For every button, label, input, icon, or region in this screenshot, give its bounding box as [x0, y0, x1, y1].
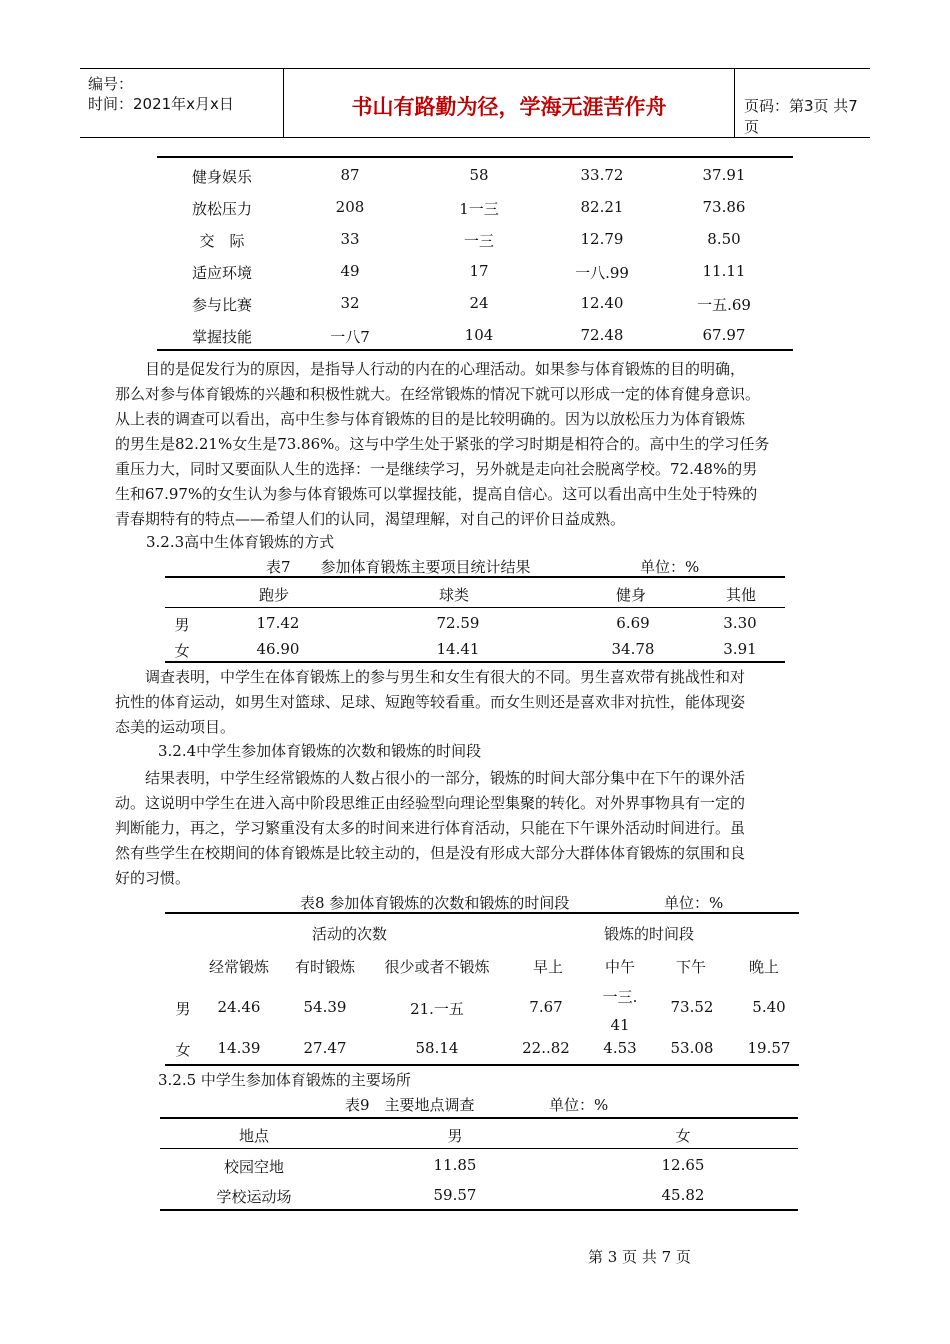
table8-cell: 53.08	[670, 1039, 714, 1057]
table7-header-rule	[165, 607, 785, 608]
section-heading-324: 3.2.4中学生参加体育锻炼的次数和锻炼的时间段	[158, 742, 482, 760]
paragraph-line: 那么对参与体育锻炼的兴趣和积极性就大。在经常锻炼的情况下就可以形成一定的体育健身意识。	[115, 385, 761, 403]
page-footer: 第 3 页 共 7 页	[588, 1248, 691, 1266]
table7-header: 健身	[615, 586, 646, 604]
table8-cell: 73.52	[670, 998, 714, 1016]
paragraph-line: 结果表明，中学生经常锻炼的人数占很小的一部分，锻炼的时间大部分集中在下午的课外活	[115, 769, 746, 787]
table8-header: 晚上	[748, 958, 779, 976]
table9-title: 表9 主要地点调查	[345, 1096, 475, 1114]
table7-row-label: 女	[174, 642, 190, 660]
table6-cell: 一五.69	[697, 296, 751, 314]
table9-top-rule	[160, 1117, 798, 1119]
table6-cell: 87	[340, 166, 360, 184]
table7-cell: 6.69	[616, 614, 650, 632]
table8-unit: 单位：%	[664, 894, 724, 912]
paragraph-methods	[115, 665, 835, 740]
table8-header: 有时锻炼	[294, 958, 355, 976]
paragraph-line: 好的习惯。	[115, 869, 191, 887]
table7-header: 其他	[725, 586, 756, 604]
table6-row-label: 掌握技能	[191, 328, 252, 346]
table8-cell: 27.47	[303, 1039, 347, 1057]
paragraph-line: 动。这说明中学生在进入高中阶段思维正由经验型向理论型集聚的转化。对外界事物具有一定的	[115, 794, 746, 812]
table6-top-rule	[157, 156, 793, 158]
paragraph-line: 调查表明，中学生在体育锻炼上的参与男生和女生有很大的不同。男生喜欢带有挑战性和对	[115, 668, 746, 686]
table6-cell: 一三	[463, 232, 494, 250]
paragraph-line: 从上表的调查可以看出，高中生参与体育锻炼的目的是比较明确的。因为以放松压力为体育锻炼	[115, 410, 746, 428]
table7-cell: 3.30	[723, 614, 757, 632]
table8-group-frequency: 活动的次数	[312, 925, 388, 943]
paragraph-line: 态美的运动项目。	[115, 718, 236, 736]
table6-cell: 一八7	[330, 328, 370, 346]
table8-cell: 22..82	[522, 1039, 570, 1057]
table6-cell: 33	[340, 230, 360, 248]
table8-cell: 14.39	[217, 1039, 261, 1057]
table9-header: 男	[447, 1127, 463, 1145]
table7-cell: 34.78	[611, 640, 655, 658]
table6-cell: 49	[340, 262, 360, 280]
table9-cell: 12.65	[661, 1156, 705, 1174]
table8-header: 中午	[604, 958, 635, 976]
table6-cell: 73.86	[702, 198, 746, 216]
header-motto-cell	[284, 69, 735, 137]
table9-cell: 11.85	[433, 1156, 477, 1174]
doc-date-label: 时间：2021年x月x日	[88, 95, 234, 113]
table9-row-label: 校园空地	[223, 1158, 284, 1176]
paragraph-line: 重压力大，同时又要面队人生的选择：一是继续学习，另外就是走向社会脱离学校。72.48%的男	[115, 460, 758, 478]
table6-row-label: 适应环境	[191, 264, 252, 282]
table8-cell: 24.46	[217, 998, 261, 1016]
table6-cell: 32	[340, 294, 360, 312]
paragraph-line: 生和67.97%的女生认为参与体育锻炼可以掌握技能，提高自信心。这可以看出高中生处于特殊的	[115, 485, 758, 503]
table7-cell: 46.90	[256, 640, 300, 658]
table6-cell: 17	[469, 262, 489, 280]
table9-cell: 45.82	[661, 1186, 705, 1204]
paragraph-line: 青春期特有的特点——希望人们的认同，渴望理解，对自己的评价日益成熟。	[115, 510, 626, 528]
table6-cell: 11.11	[702, 262, 746, 280]
table6-cell: 一八.99	[575, 264, 629, 282]
table8-title: 表8 参加体育锻炼的次数和锻炼的时间段	[300, 894, 570, 912]
table8-bottom-rule	[165, 1064, 799, 1066]
table7-top-rule	[165, 576, 785, 578]
table7-unit: 单位：%	[640, 558, 700, 576]
header-meta	[80, 69, 284, 137]
paragraph-line: 然有些学生在校期间的体育锻炼是比较主动的，但是没有形成大部分大群体体育锻炼的氛围和良	[115, 844, 746, 862]
page-header	[80, 68, 870, 138]
table7-cell: 72.59	[436, 614, 480, 632]
table8-top-rule	[165, 912, 799, 914]
paragraph-line: 的男生是82.21%女生是73.86%。这与中学生处于紧张的学习时期是相符合的。高中生的学习任务	[115, 435, 770, 453]
table6-row-label: 放松压力	[191, 200, 252, 218]
table7-cell: 17.42	[256, 614, 300, 632]
paragraph-purpose	[115, 357, 835, 532]
table6-row-label: 健身娱乐	[191, 168, 252, 186]
table8-cell: 21.一五	[410, 1000, 464, 1018]
table6-row-label: 参与比赛	[191, 296, 252, 314]
table8-cell: 7.67	[529, 998, 563, 1016]
table8-cell: 一三.41	[602, 988, 638, 1034]
table9-unit: 单位：%	[549, 1096, 609, 1114]
table8-cell: 58.14	[415, 1039, 459, 1057]
table8-group-timeslot: 锻炼的时间段	[604, 925, 695, 943]
table6-bottom-rule	[157, 349, 793, 351]
table6-cell: 24	[469, 294, 489, 312]
header-motto: 书山有路勤为径，学海无涯苦作舟	[351, 95, 667, 119]
paragraph-frequency	[115, 766, 835, 891]
table6-cell: 58	[469, 166, 489, 184]
table9-header: 地点	[238, 1127, 269, 1145]
table7-cell: 14.41	[436, 640, 480, 658]
section-heading-325: 3.2.5 中学生参加体育锻炼的主要场所	[158, 1071, 411, 1089]
table9-bottom-rule	[160, 1209, 798, 1211]
table8-header: 下午	[675, 958, 706, 976]
table9-row-label: 学校运动场	[216, 1188, 292, 1206]
table6-cell: 104	[464, 326, 494, 344]
doc-number-label: 编号：	[88, 75, 134, 93]
table8-header: 早上	[532, 958, 563, 976]
table8-cell: 5.40	[752, 998, 786, 1016]
table6-cell: 8.50	[707, 230, 741, 248]
paragraph-line: 目的是促发行为的原因，是指导人行动的内在的心理活动。如果参与体育锻炼的目的明确，	[115, 360, 746, 378]
header-page-label: 页码：第3页 共7页	[744, 97, 858, 136]
table7-header: 跑步	[258, 586, 289, 604]
table8-cell: 4.53	[603, 1039, 637, 1057]
table6-cell: 37.91	[702, 166, 746, 184]
paragraph-line: 判断能力，再之，学习繁重没有太多的时间来进行体育活动，只能在下午课外活动时间进行。虽	[115, 819, 746, 837]
section-heading-323: 3.2.3高中生体育锻炼的方式	[146, 533, 335, 551]
table7-title: 表7 参加体育锻炼主要项目统计结果	[266, 558, 531, 576]
table9-cell: 59.57	[433, 1186, 477, 1204]
table8-cell: 54.39	[303, 998, 347, 1016]
table6-cell: 33.72	[580, 166, 624, 184]
table9-header: 女	[675, 1127, 691, 1145]
table7-bottom-rule	[165, 661, 785, 663]
table6-cell: 82.21	[580, 198, 624, 216]
table6-cell: 72.48	[580, 326, 624, 344]
table8-row-label: 男	[175, 1000, 191, 1018]
table6-cell: 67.97	[702, 326, 746, 344]
table6-cell: 12.40	[580, 294, 624, 312]
table7-row-label: 男	[174, 616, 190, 634]
table9-header-rule	[160, 1148, 798, 1149]
table6-cell: 208	[335, 198, 365, 216]
table8-cell: 19.57	[747, 1039, 791, 1057]
table7-cell: 3.91	[723, 640, 757, 658]
table8-row-label: 女	[175, 1041, 191, 1059]
table6-cell: 1一三	[459, 200, 499, 218]
table6-row-label: 交 际	[199, 232, 245, 250]
paragraph-line: 抗性的体育运动，如男生对篮球、足球、短跑等较看重。而女生则还是喜欢非对抗性，能体现姿	[115, 693, 746, 711]
table8-header: 很少或者不锻炼	[384, 958, 490, 976]
table7-header: 球类	[438, 586, 469, 604]
table6-cell: 12.79	[580, 230, 624, 248]
table8-header: 经常锻炼	[208, 958, 269, 976]
